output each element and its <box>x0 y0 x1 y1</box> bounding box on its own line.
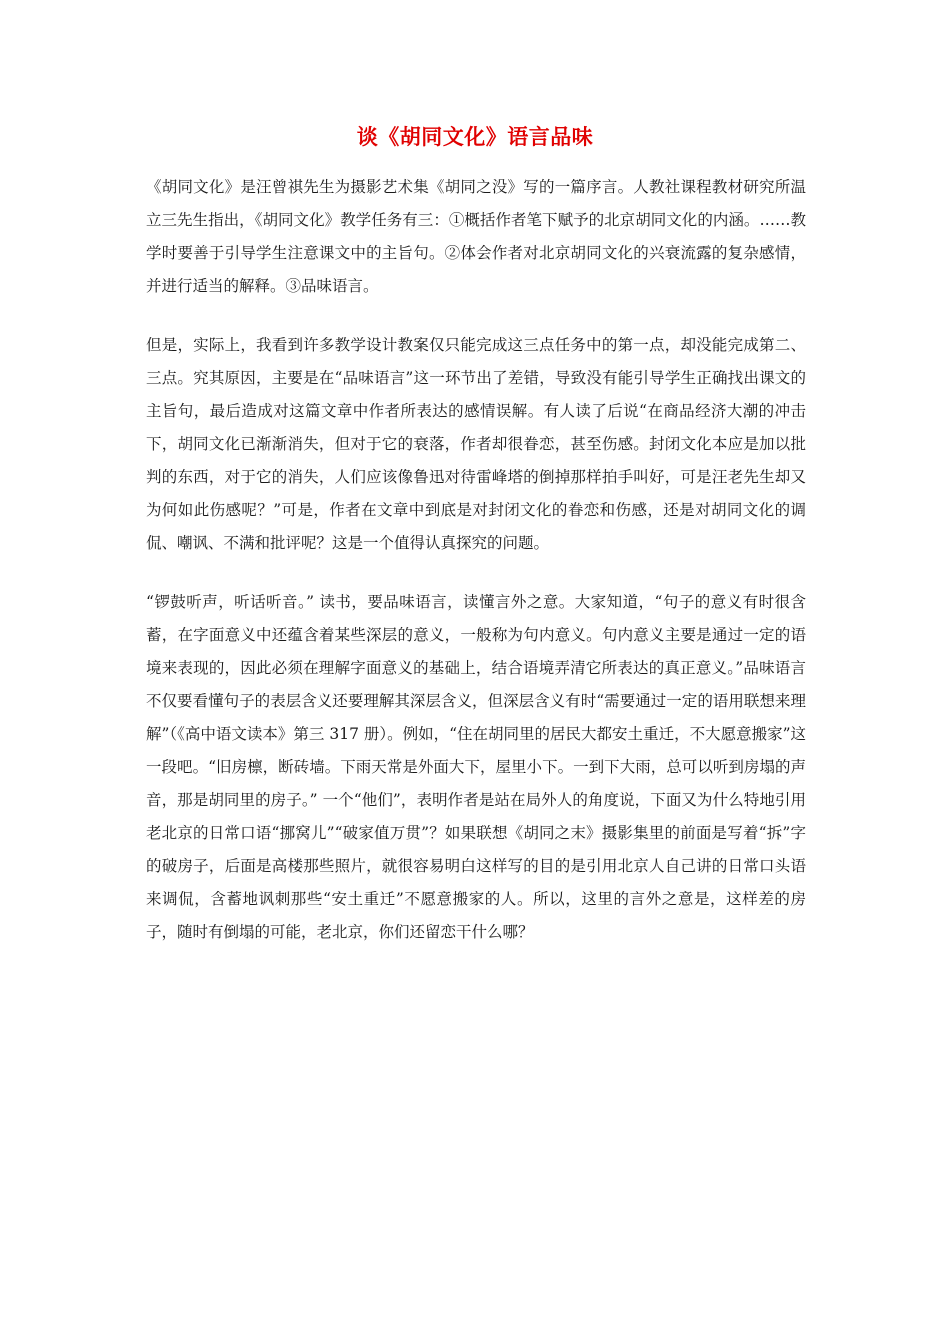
paragraph-intro: 《胡同文化》是汪曾祺先生为摄影艺术集《胡同之没》写的一篇序言。人教社课程教材研究所温立三先生指出，《胡同文化》教学任务有三：①概括作者笔下赋予的北京胡同文化的内涵。……教学时要善于引导学生注意课文中的主旨句。②体会作者对北京胡同文化的兴衰流露的复杂感情，并进行适当的解释。③品味语言。 <box>146 178 806 295</box>
document-body <box>146 171 806 949</box>
paragraph-analysis: “锣鼓听声，听话听音。” 读书，要品味语言，读懂言外之意。大家知道，“句子的意义有时很含蓄，在字面意义中还蕴含着某些深层的意义，一般称为句内意义。句内意义主要是通过一定的语境来表现的，因此必须在理解字面意义的基础上，结合语境弄清它所表达的真正意义。”品味语言不仅要看懂句子的表层含义还要理解其深层含义，但深层含义有时“需要通过一定的语用联想来理解”（《高中语文读本》第三 317 册）。例如，“住在胡同里的居民大都安土重迁，不大愿意搬家”这一段吧。“旧房檩，断砖墙。下雨天常是外面大下，屋里小下。一到下大雨，总可以听到房塌的声音，那是胡同里的房子。” 一个“他们”，表明作者是站在局外人的角度说，下面又为什么特地引用老北京的日常口语“挪窝儿”“破家值万贯”？如果联想《胡同之末》摄影集里的前面是写着“拆”字的破房子，后面是高楼那些照片，就很容易明白这样写的目的是引用北京人自己讲的日常口头语来调侃，含蓄地讽刺那些“安土重迁”不愿意搬家的人。所以，这里的言外之意是，这样差的房子，随时有倒塌的可能，老北京，你们还留恋干什么哪？ <box>146 593 806 941</box>
paragraph-problem: 但是，实际上，我看到许多教学设计教案仅只能完成这三点任务中的第一点，却没能完成第二、三点。究其原因，主要是在“品味语言”这一环节出了差错，导致没有能引导学生正确找出课文的主旨句，最后造成对这篇文章中作者所表达的感情误解。有人读了后说“在商品经济大潮的冲击下，胡同文化已渐渐消失，但对于它的衰落，作者却很眷恋，甚至伤感。封闭文化本应是加以批判的东西，对于它的消失，人们应该像鲁迅对待雷峰塔的倒掉那样拍手叫好，可是汪老先生却又为何如此伤感呢？”可是，作者在文章中到底是对封闭文化的眷恋和伤感，还是对胡同文化的调侃、嘲讽、不满和批评呢？这是一个值得认真探究的问题。 <box>146 336 806 552</box>
document-title: 谈《胡同文化》语言品味 <box>356 124 594 149</box>
